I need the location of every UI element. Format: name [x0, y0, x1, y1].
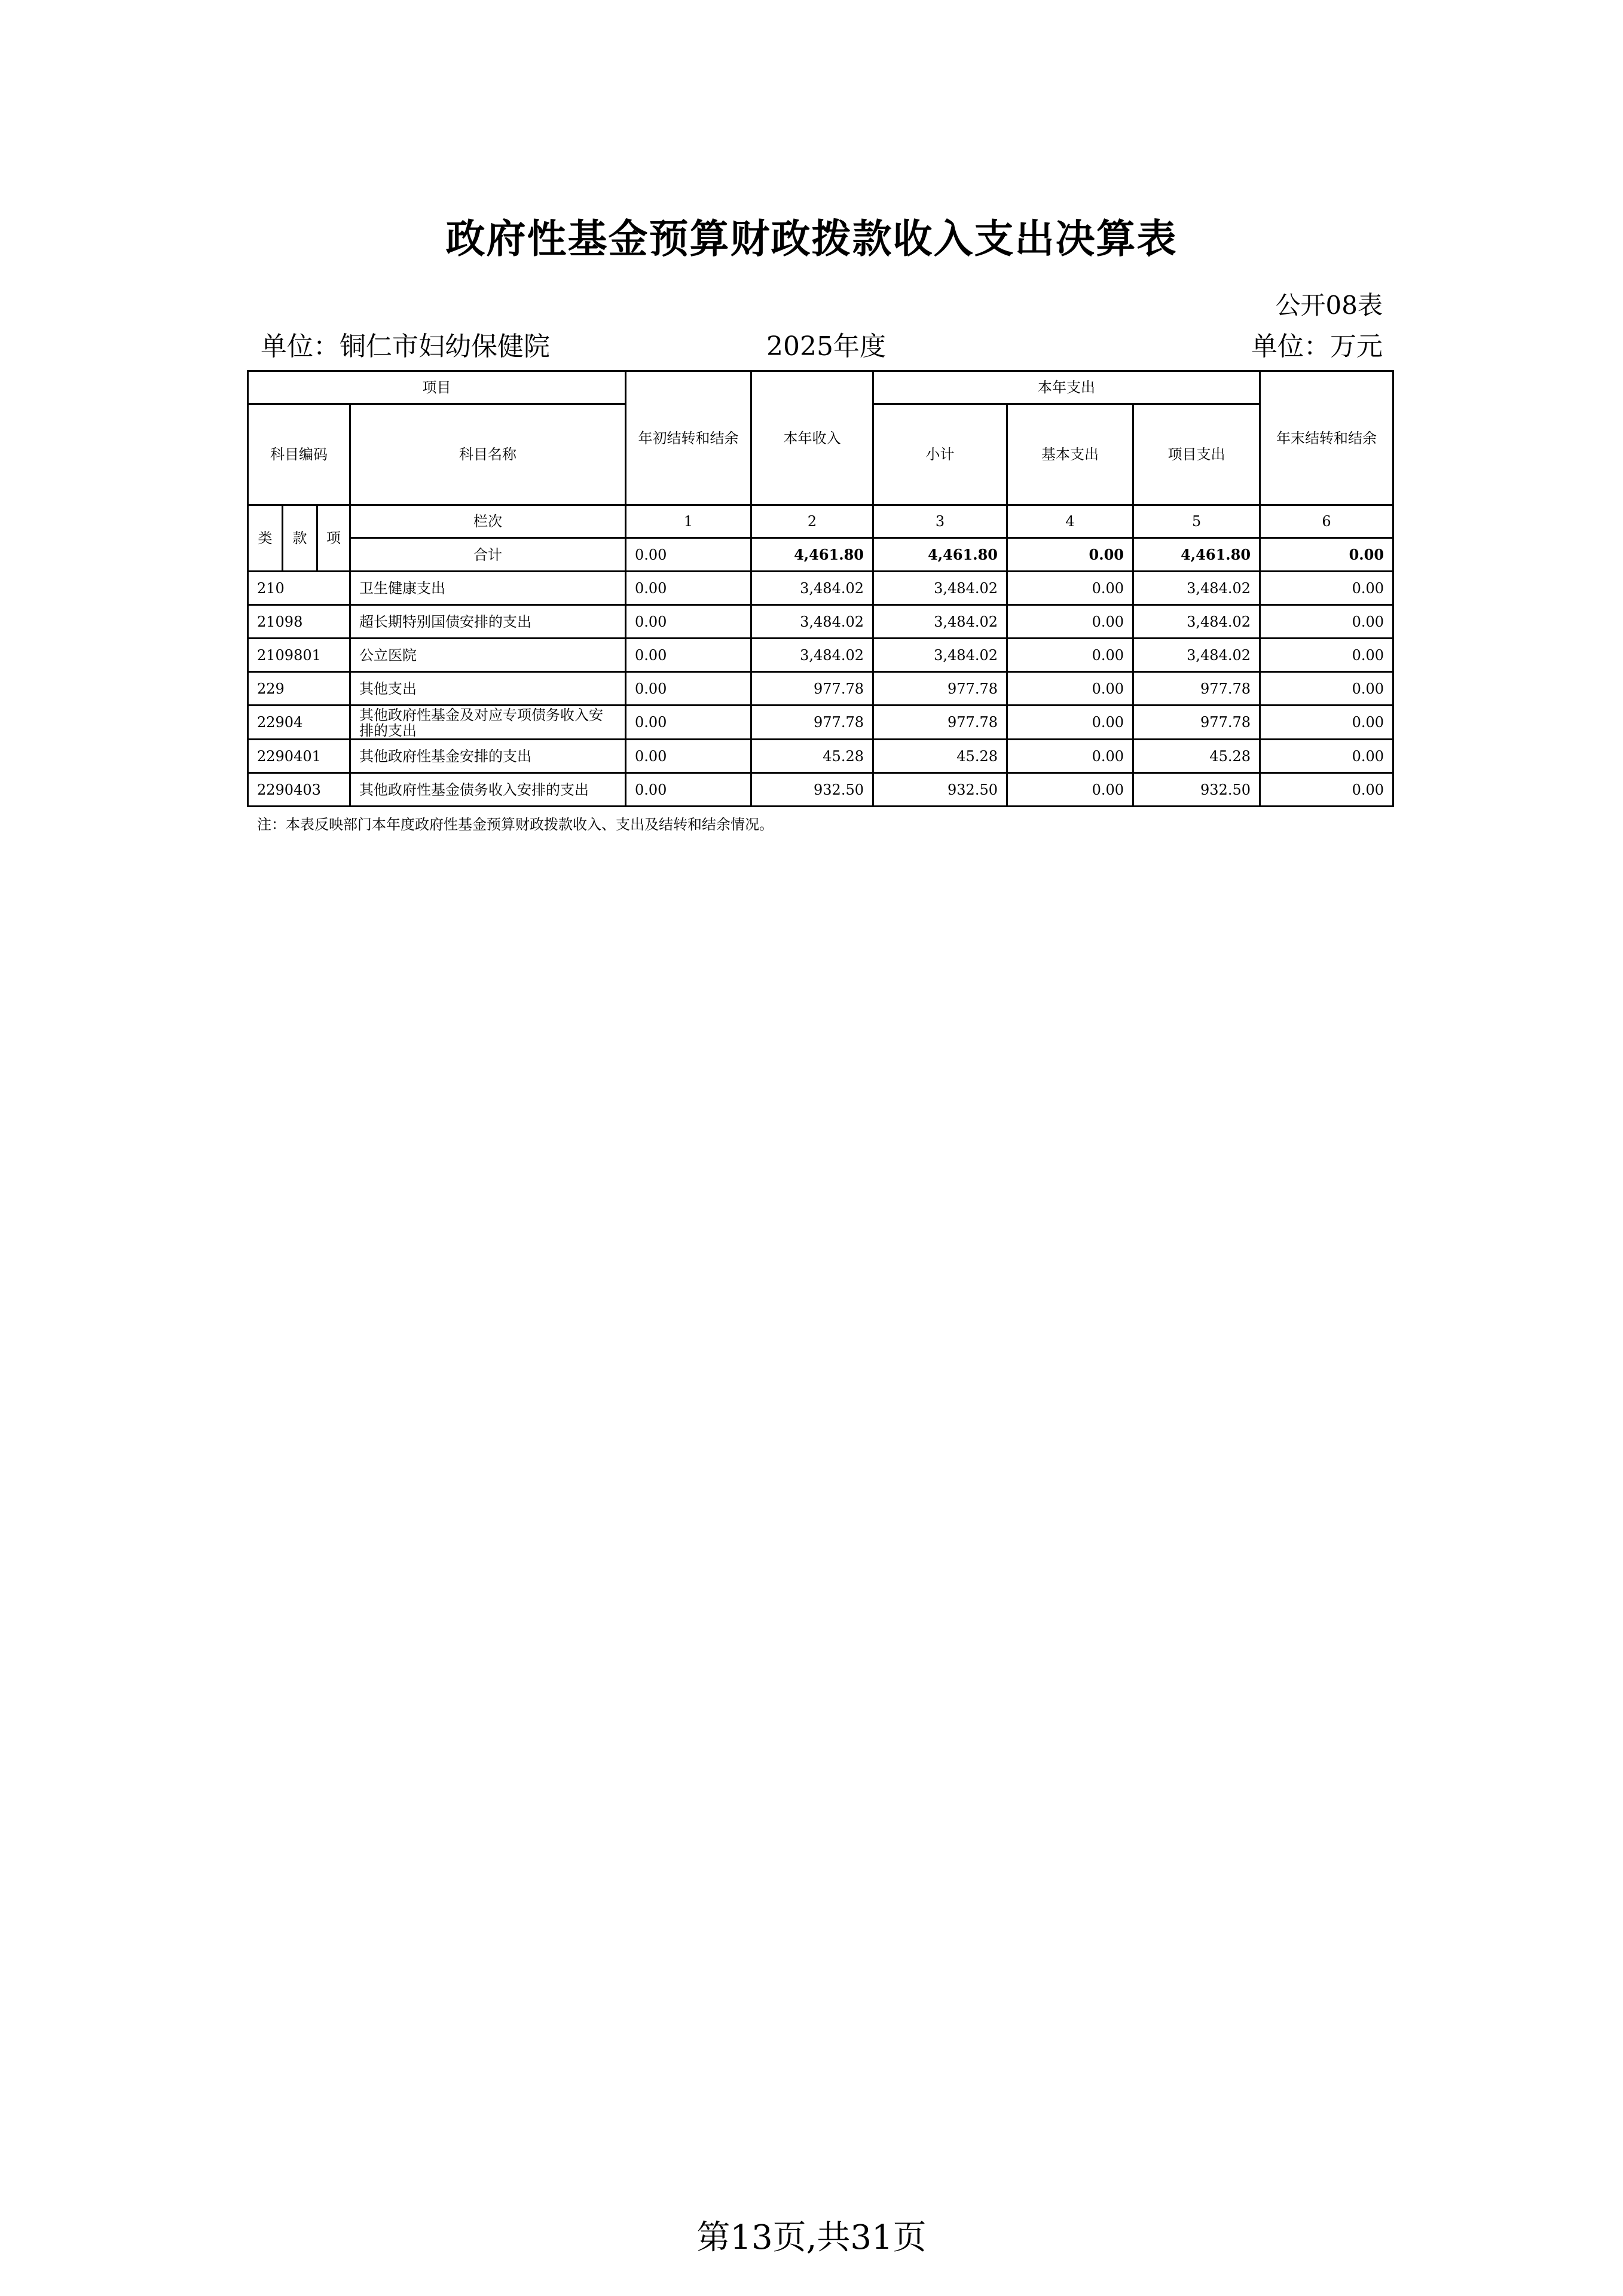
- column-index-4: 4: [1007, 505, 1133, 538]
- header-row-top: [248, 371, 1393, 404]
- row-project-expense: 3,484.02: [1133, 639, 1260, 672]
- row-begin-balance: 0.00: [626, 773, 751, 807]
- page-title: 政府性基金预算财政拨款收入支出决算表: [445, 216, 1178, 262]
- row-project-expense: 3,484.02: [1133, 605, 1260, 639]
- row-subtotal: 3,484.02: [873, 572, 1007, 605]
- row-project-expense: 932.50: [1133, 773, 1260, 807]
- column-index-1: 1: [626, 505, 751, 538]
- header-lei: 类: [248, 505, 283, 572]
- row-code: 2290403: [248, 773, 350, 807]
- row-begin-balance: 0.00: [626, 639, 751, 672]
- header-basic-expense: 基本支出: [1007, 404, 1133, 505]
- header-xiang: 项: [317, 505, 350, 572]
- row-end-balance: 0.00: [1260, 605, 1393, 639]
- row-end-balance: 0.00: [1260, 672, 1393, 706]
- row-code: 229: [248, 672, 350, 706]
- row-project-expense: 3,484.02: [1133, 572, 1260, 605]
- row-year-income: 3,484.02: [751, 572, 873, 605]
- header-subject-name: 科目名称: [350, 404, 626, 505]
- row-end-balance: 0.00: [1260, 773, 1393, 807]
- row-year-income: 977.78: [751, 706, 873, 740]
- unit-money: 单位：万元: [1251, 331, 1383, 362]
- column-index-6: 6: [1260, 505, 1393, 538]
- row-code: 2109801: [248, 639, 350, 672]
- row-name-text: 其他政府性基金及对应专项债务收入安排的支出: [359, 707, 603, 738]
- table-row: [248, 605, 1393, 639]
- budget-table: [247, 370, 1394, 807]
- row-subtotal: 932.50: [873, 773, 1007, 807]
- row-year-income: 977.78: [751, 672, 873, 706]
- row-basic-expense: 0.00: [1007, 706, 1133, 740]
- row-basic-expense: 0.00: [1007, 740, 1133, 773]
- row-basic-expense: 0.00: [1007, 605, 1133, 639]
- header-end-balance: 年末结转和结余: [1260, 371, 1393, 505]
- row-subtotal: 45.28: [873, 740, 1007, 773]
- row-begin-balance: 0.00: [626, 740, 751, 773]
- total-project-expense: 4,461.80: [1133, 538, 1260, 572]
- row-code: 2290401: [248, 740, 350, 773]
- row-end-balance: 0.00: [1260, 706, 1393, 740]
- fiscal-year: 2025年度: [766, 331, 886, 362]
- header-project: 项目: [248, 371, 626, 404]
- table-note: 注：本表反映部门本年度政府性基金预算财政拨款收入、支出及结转和结余情况。: [257, 816, 774, 833]
- row-begin-balance: 0.00: [626, 706, 751, 740]
- unit-organization: 单位：铜仁市妇幼保健院: [261, 331, 550, 362]
- page-number: 第13页,共31页: [696, 2218, 927, 2257]
- header-year-expense: 本年支出: [873, 371, 1260, 404]
- table-row: [248, 639, 1393, 672]
- row-name: [350, 706, 626, 740]
- row-begin-balance: 0.00: [626, 672, 751, 706]
- row-name: 卫生健康支出: [350, 572, 626, 605]
- row-project-expense: 977.78: [1133, 706, 1260, 740]
- row-name: 其他支出: [350, 672, 626, 706]
- header-subject-code: 科目编码: [248, 404, 350, 505]
- row-year-income: 3,484.02: [751, 639, 873, 672]
- column-index-5: 5: [1133, 505, 1260, 538]
- table-row: [248, 572, 1393, 605]
- row-basic-expense: 0.00: [1007, 773, 1133, 807]
- row-end-balance: 0.00: [1260, 740, 1393, 773]
- row-end-balance: 0.00: [1260, 572, 1393, 605]
- form-code: 公开08表: [1275, 291, 1383, 320]
- column-index-2: 2: [751, 505, 873, 538]
- row-code: 210: [248, 572, 350, 605]
- table-row: [248, 773, 1393, 807]
- total-subtotal: 4,461.80: [873, 538, 1007, 572]
- header-kuan: 款: [283, 505, 317, 572]
- total-row: [248, 538, 1393, 572]
- header-column-index: 栏次: [350, 505, 626, 538]
- table-row: [248, 740, 1393, 773]
- header-year-income: 本年收入: [751, 371, 873, 505]
- row-code: 22904: [248, 706, 350, 740]
- row-basic-expense: 0.00: [1007, 672, 1133, 706]
- row-subtotal: 3,484.02: [873, 605, 1007, 639]
- row-year-income: 45.28: [751, 740, 873, 773]
- row-basic-expense: 0.00: [1007, 572, 1133, 605]
- header-row-index: [248, 505, 1393, 538]
- total-basic-expense: 0.00: [1007, 538, 1133, 572]
- row-begin-balance: 0.00: [626, 605, 751, 639]
- total-begin-balance: 0.00: [626, 538, 751, 572]
- header-subtotal: 小计: [873, 404, 1007, 505]
- header-begin-balance: 年初结转和结余: [626, 371, 751, 505]
- row-project-expense: 977.78: [1133, 672, 1260, 706]
- column-index-3: 3: [873, 505, 1007, 538]
- table-row: [248, 672, 1393, 706]
- total-label: 合计: [350, 538, 626, 572]
- row-name: 其他政府性基金债务收入安排的支出: [350, 773, 626, 807]
- row-year-income: 3,484.02: [751, 605, 873, 639]
- row-name: 其他政府性基金安排的支出: [350, 740, 626, 773]
- row-end-balance: 0.00: [1260, 639, 1393, 672]
- header-project-expense: 项目支出: [1133, 404, 1260, 505]
- total-end-balance: 0.00: [1260, 538, 1393, 572]
- row-subtotal: 3,484.02: [873, 639, 1007, 672]
- row-code: 21098: [248, 605, 350, 639]
- row-project-expense: 45.28: [1133, 740, 1260, 773]
- row-name: 超长期特别国债安排的支出: [350, 605, 626, 639]
- row-subtotal: 977.78: [873, 672, 1007, 706]
- row-subtotal: 977.78: [873, 706, 1007, 740]
- row-basic-expense: 0.00: [1007, 639, 1133, 672]
- row-year-income: 932.50: [751, 773, 873, 807]
- row-name: 公立医院: [350, 639, 626, 672]
- total-year-income: 4,461.80: [751, 538, 873, 572]
- row-begin-balance: 0.00: [626, 572, 751, 605]
- table-row: [248, 706, 1393, 740]
- info-row: [261, 330, 1383, 364]
